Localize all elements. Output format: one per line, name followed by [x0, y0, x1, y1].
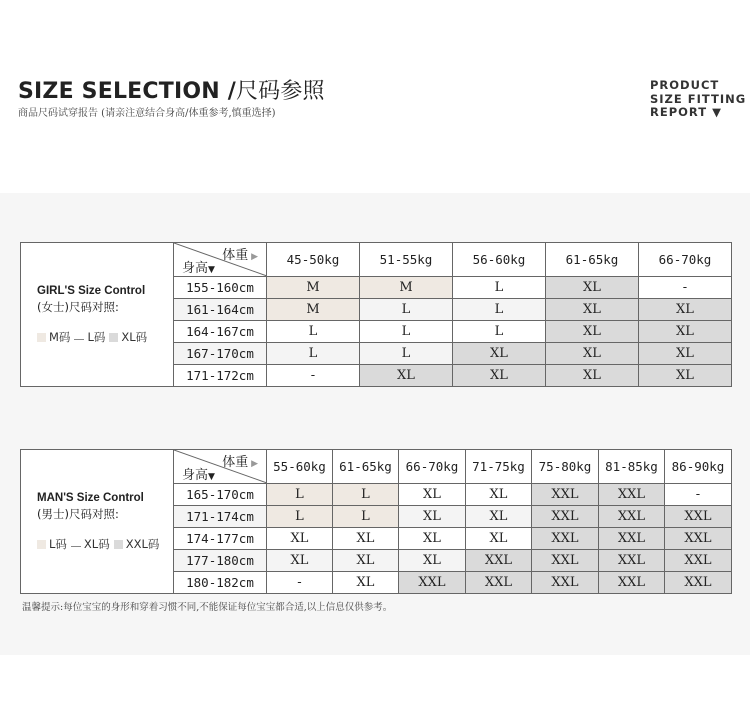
size-cell: XXL	[665, 572, 732, 594]
legend-label: XL码	[121, 329, 148, 344]
size-cell: L	[333, 484, 399, 506]
size-cell: XXL	[532, 528, 599, 550]
size-cell: L	[360, 321, 453, 343]
legend-swatch	[37, 333, 46, 342]
size-cell: XL	[639, 299, 732, 321]
height-cell: 180-182cm	[174, 572, 267, 594]
size-cell: XL	[453, 343, 546, 365]
legend-label: XXL码	[125, 536, 160, 551]
size-cell: XL	[466, 484, 532, 506]
size-cell: XL	[546, 277, 639, 299]
size-control-label	[21, 243, 174, 387]
height-cell: 155-160cm	[174, 277, 267, 299]
report-line: REPORT ▼	[650, 105, 722, 119]
size-cell: XL	[399, 484, 466, 506]
size-cell: L	[360, 299, 453, 321]
header-row	[21, 243, 732, 277]
size-cell: XL	[267, 550, 333, 572]
size-cell: L	[453, 299, 546, 321]
size-cell: M	[267, 299, 360, 321]
weight-label: 体重	[222, 455, 249, 470]
size-cell: L	[333, 506, 399, 528]
size-cell: XXL	[532, 550, 599, 572]
legend-swatch	[109, 333, 118, 342]
size-control-title: MAN'S Size Control	[37, 491, 144, 504]
title-en: SIZE SELECTION /	[18, 79, 236, 104]
height-cell: 165-170cm	[174, 484, 267, 506]
size-cell: -	[267, 572, 333, 594]
size-cell: L	[267, 321, 360, 343]
girls-size-table	[20, 242, 732, 387]
size-cell: XXL	[599, 506, 665, 528]
weight-header: 61-65kg	[546, 243, 639, 277]
size-cell: -	[639, 277, 732, 299]
weight-header: 66-70kg	[399, 450, 466, 484]
height-label: 身高	[182, 468, 209, 483]
size-cell: XL	[267, 528, 333, 550]
corner-cell	[174, 243, 267, 277]
size-cell: XXL	[399, 572, 466, 594]
size-control-title: GIRL'S Size Control	[37, 284, 146, 297]
size-cell: L	[360, 343, 453, 365]
height-cell: 171-172cm	[174, 365, 267, 387]
size-cell: XL	[399, 506, 466, 528]
legend-label: M码	[49, 329, 71, 344]
size-cell: XXL	[466, 572, 532, 594]
size-cell: -	[665, 484, 732, 506]
page-title	[18, 74, 325, 105]
height-cell: 177-180cm	[174, 550, 267, 572]
size-cell: XL	[466, 506, 532, 528]
size-cell: XXL	[532, 484, 599, 506]
corner-cell	[174, 450, 267, 484]
size-cell: XXL	[599, 550, 665, 572]
size-cell: XXL	[532, 572, 599, 594]
weight-header: 45-50kg	[267, 243, 360, 277]
size-cell: XL	[360, 365, 453, 387]
size-cell: XL	[333, 550, 399, 572]
size-cell: XXL	[665, 528, 732, 550]
legend-swatch	[71, 546, 81, 547]
weight-header: 51-55kg	[360, 243, 453, 277]
legend-swatch	[37, 540, 46, 549]
size-cell: XXL	[665, 550, 732, 572]
report-label	[650, 79, 746, 120]
weight-header: 71-75kg	[466, 450, 532, 484]
height-cell: 171-174cm	[174, 506, 267, 528]
height-cell: 167-170cm	[174, 343, 267, 365]
size-cell: L	[267, 343, 360, 365]
height-label: 身高	[182, 261, 209, 276]
size-control-subtitle: (女士)尺码对照:	[37, 299, 119, 314]
weight-header: 61-65kg	[333, 450, 399, 484]
size-cell: XL	[639, 343, 732, 365]
header-row	[21, 450, 732, 484]
size-cell: XL	[546, 365, 639, 387]
legend-swatch	[74, 339, 84, 340]
page-subtitle: 商品尺码试穿报告 (请亲注意结合身高/体重参考,慎重选择)	[18, 108, 276, 119]
size-cell: -	[267, 365, 360, 387]
size-cell: XXL	[599, 572, 665, 594]
legend	[37, 329, 173, 345]
size-cell: M	[360, 277, 453, 299]
size-cell: L	[453, 277, 546, 299]
size-cell: XXL	[466, 550, 532, 572]
size-cell: XXL	[599, 484, 665, 506]
triangle-down-icon: ▼	[208, 472, 215, 482]
height-cell: 164-167cm	[174, 321, 267, 343]
weight-header: 86-90kg	[665, 450, 732, 484]
size-control-label	[21, 450, 174, 594]
legend-swatch	[114, 540, 123, 549]
size-cell: XL	[639, 321, 732, 343]
size-cell: XL	[399, 528, 466, 550]
size-cell: XXL	[532, 506, 599, 528]
size-cell: XXL	[599, 528, 665, 550]
size-cell: XL	[399, 550, 466, 572]
size-cell: XL	[546, 299, 639, 321]
report-line: PRODUCT	[650, 78, 720, 92]
weight-header: 56-60kg	[453, 243, 546, 277]
footnote: 温馨提示:每位宝宝的身形和穿着习惯不同,不能保证每位宝宝都合适,以上信息仅供参考。	[22, 602, 393, 613]
size-cell: XXL	[665, 506, 732, 528]
weight-header: 81-85kg	[599, 450, 665, 484]
legend-label: L码	[87, 329, 106, 344]
size-cell: XL	[333, 528, 399, 550]
size-cell: L	[453, 321, 546, 343]
men-size-table	[20, 449, 732, 594]
size-cell: XL	[639, 365, 732, 387]
triangle-down-icon: ▼	[208, 265, 215, 275]
weight-header: 66-70kg	[639, 243, 732, 277]
size-control-subtitle: (男士)尺码对照:	[37, 506, 119, 521]
weight-header: 55-60kg	[267, 450, 333, 484]
size-cell: XL	[333, 572, 399, 594]
legend-label: L码	[49, 536, 67, 551]
legend-label: XL码	[83, 536, 110, 551]
height-cell: 174-177cm	[174, 528, 267, 550]
title-cn: 尺码参照	[235, 79, 325, 104]
report-line: SIZE FITTING	[650, 91, 747, 106]
weight-label: 体重	[222, 248, 249, 263]
weight-header: 75-80kg	[532, 450, 599, 484]
size-cell: L	[267, 484, 333, 506]
size-cell: XL	[453, 365, 546, 387]
size-cell: XL	[466, 528, 532, 550]
triangle-right-icon: ▶	[248, 459, 258, 469]
size-cell: XL	[546, 321, 639, 343]
size-cell: M	[267, 277, 360, 299]
height-cell: 161-164cm	[174, 299, 267, 321]
size-cell: XL	[546, 343, 639, 365]
triangle-right-icon: ▶	[248, 252, 258, 262]
legend	[37, 536, 173, 552]
size-cell: L	[267, 506, 333, 528]
